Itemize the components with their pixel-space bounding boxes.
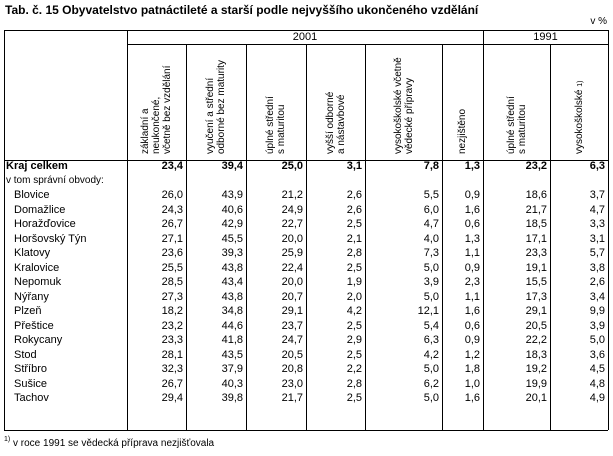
table-cell: 1,2 (464, 348, 480, 361)
column-header (325, 92, 347, 154)
table-cell: 26,7 (161, 218, 183, 230)
table-cell: 2,6 (346, 189, 362, 201)
table-cell: 27,1 (161, 232, 183, 245)
table-cell: 21,7 (281, 392, 303, 404)
table-cell: 23,3 (161, 334, 183, 346)
table-cell: 43,8 (221, 261, 243, 274)
grid-hline (4, 430, 608, 431)
table-cell: 20,5 (525, 319, 547, 332)
table-cell: 2,5 (346, 261, 362, 274)
table-cell: 1,1 (464, 290, 480, 303)
table-cell: 28,1 (161, 348, 183, 361)
table-cell: 23,7 (281, 319, 303, 332)
column-header-line: vyšší odborné (324, 91, 336, 154)
table-cell: 4,2 (423, 348, 439, 361)
column-footnote-marker: 1) (576, 80, 584, 87)
table-cell: 2,6 (589, 276, 605, 288)
table-cell: 4,0 (423, 232, 439, 245)
table-cell: 44,6 (221, 319, 243, 332)
row-label: Přeštice (14, 319, 54, 332)
table-cell: 27,3 (161, 290, 183, 303)
table-cell: 3,1 (589, 232, 605, 245)
table-cell: 4,9 (589, 392, 605, 404)
row-label: Rokycany (14, 334, 63, 346)
table-cell: 2,3 (464, 276, 480, 288)
table-cell: 18,2 (161, 305, 183, 317)
table-cell: 40,3 (221, 377, 243, 390)
table-cell: 3,8 (589, 261, 605, 274)
table-cell: 5,0 (589, 334, 605, 346)
column-header-line: neukončené, (151, 96, 162, 154)
table-title: Tab. č. 15 Obyvatelstvo patnáctileté a starší podle nejvyššího ukončeného vzdělání (5, 3, 479, 17)
table-cell: 6,3 (589, 160, 605, 172)
table-cell: 3,4 (589, 290, 605, 303)
table-cell: 29,4 (161, 392, 183, 404)
table-cell: 37,9 (221, 363, 243, 375)
column-header-line: včetně bez vzdělání (162, 65, 173, 154)
table-cell: 4,7 (589, 203, 605, 216)
table-cell: 23,6 (161, 247, 183, 259)
table-cell: 18,6 (525, 189, 547, 201)
table-cell: 2,8 (346, 377, 362, 390)
table-cell: 21,2 (281, 189, 303, 201)
table-cell: 7,3 (423, 247, 439, 259)
year-2001-label: 2001 (292, 31, 318, 43)
table-cell: 5,0 (423, 392, 439, 404)
table-cell: 4,7 (423, 218, 439, 230)
table-cell: 45,5 (221, 232, 243, 245)
table-cell: 1,3 (464, 160, 480, 172)
grid-vline (608, 30, 609, 430)
table-cell: 20,7 (281, 290, 303, 303)
year-1991-label: 1991 (533, 31, 558, 43)
data-table (4, 30, 608, 430)
unit-label: v % (590, 16, 607, 27)
row-label: Horšovský Týn (14, 232, 87, 245)
table-cell: 17,3 (525, 290, 547, 303)
column-header-line: s maturitou (516, 104, 528, 154)
table-cell: 4,5 (589, 363, 605, 375)
table-cell: 29,1 (525, 305, 547, 317)
table-cell: 3,3 (589, 218, 605, 230)
table-cell: 23,0 (281, 377, 303, 390)
table-cell: 19,2 (525, 363, 547, 375)
column-header-line: s maturitou (276, 104, 287, 154)
row-label: Blovice (14, 189, 50, 201)
table-cell: 39,8 (221, 392, 243, 404)
table-cell: 18,3 (525, 348, 547, 361)
table-cell: 20,1 (525, 392, 547, 404)
table-cell: 0,6 (464, 319, 480, 332)
column-header (140, 66, 173, 154)
table-cell: 24,3 (161, 203, 183, 216)
table-cell: 3,9 (589, 319, 605, 332)
table-cell: 25,5 (161, 261, 183, 274)
table-cell: 29,1 (281, 305, 303, 317)
row-label: Kralovice (14, 261, 60, 274)
table-cell: 26,0 (161, 189, 183, 201)
table-cell: 2,9 (346, 334, 362, 346)
table-cell: 5,7 (589, 247, 605, 259)
table-cell: 7,8 (423, 160, 439, 172)
table-cell: 6,2 (423, 377, 439, 390)
table-cell: 23,3 (525, 247, 547, 259)
table-cell: 2,1 (346, 232, 362, 245)
table-cell: 3,6 (589, 348, 605, 361)
table-cell: 2,2 (346, 363, 362, 375)
row-label: Nýřany (14, 290, 49, 303)
table-cell: 1,0 (464, 377, 480, 390)
table-cell: 1,8 (464, 363, 480, 375)
table-cell: 22,7 (281, 218, 303, 230)
table-cell: 40,6 (221, 203, 243, 216)
table-cell: 41,8 (221, 334, 243, 346)
column-header-line: nezjištěno (457, 108, 468, 154)
table-cell: 43,5 (221, 348, 243, 361)
table-cell: 42,9 (221, 218, 243, 230)
table-cell: 20,5 (281, 348, 303, 361)
table-cell: 18,5 (525, 218, 547, 230)
table-cell: 26,7 (161, 377, 183, 390)
row-label: Sušice (14, 377, 48, 390)
table-cell: 5,0 (423, 363, 439, 375)
row-label: Klatovy (14, 247, 51, 259)
table-cell: 2,5 (346, 392, 362, 404)
table-cell: 12,1 (417, 305, 439, 317)
column-header-line: odborné bez maturity (216, 60, 227, 154)
table-cell: 2,5 (346, 319, 362, 332)
column-header (205, 60, 227, 154)
column-header-line: a nástavbové (335, 94, 347, 154)
table-cell: 25,0 (281, 160, 303, 172)
table-cell: 43,8 (221, 290, 243, 303)
table-cell: 21,7 (525, 203, 547, 216)
table-cell: 22,4 (281, 261, 303, 274)
table-cell: 5,5 (423, 189, 439, 201)
row-label: Nepomuk (14, 276, 62, 288)
table-cell: 23,2 (161, 319, 183, 332)
row-label: Tachov (14, 392, 49, 404)
column-header-line: vysokoškolské (573, 89, 585, 154)
table-cell: 1,9 (346, 276, 362, 288)
table-cell: 2,6 (346, 203, 362, 216)
table-cell: 2,5 (346, 348, 362, 361)
grid-vline (4, 30, 5, 430)
row-label-total: Kraj celkem (6, 160, 68, 172)
table-cell: 4,2 (346, 305, 362, 317)
table-cell: 2,8 (346, 247, 362, 259)
row-label: Domažlice (14, 203, 66, 216)
table-cell: 39,3 (221, 247, 243, 259)
table-cell: 19,1 (525, 261, 547, 274)
column-header-line: vědecké přípravy (403, 77, 415, 154)
table-cell: 0,9 (464, 334, 480, 346)
table-cell: 1,6 (464, 203, 480, 216)
table-cell: 6,3 (423, 334, 439, 346)
column-header (506, 96, 528, 154)
table-cell: 32,3 (161, 363, 183, 375)
table-cell: 5,4 (423, 319, 439, 332)
column-header-line: úplné střední (505, 96, 517, 154)
column-header-line: vysokoškolské včetně (392, 57, 404, 154)
table-cell: 4,8 (589, 377, 605, 390)
column-header-line: základní a (140, 108, 151, 154)
table-cell: 22,2 (525, 334, 547, 346)
column-header (457, 109, 468, 154)
row-label: Stod (14, 348, 37, 361)
table-cell: 20,8 (281, 363, 303, 375)
table-cell: 20,0 (281, 276, 303, 288)
table-cell: 2,5 (346, 218, 362, 230)
table-cell: 34,8 (221, 305, 243, 317)
table-cell: 39,4 (221, 160, 243, 172)
table-cell: 43,9 (221, 189, 243, 201)
table-cell: 3,1 (346, 160, 362, 172)
footnote-text: v roce 1991 se vědecká příprava nezjišťovala (13, 438, 215, 449)
column-header (393, 57, 415, 154)
table-cell: 17,1 (525, 232, 547, 245)
table-cell: 19,9 (525, 377, 547, 390)
table-cell: 1,6 (464, 305, 480, 317)
column-header (574, 81, 586, 154)
table-cell: 0,9 (464, 261, 480, 274)
table-cell: 2,0 (346, 290, 362, 303)
table-cell: 5,0 (423, 261, 439, 274)
table-cell: 43,4 (221, 276, 243, 288)
table-cell: 20,0 (281, 232, 303, 245)
table-cell: 23,2 (525, 160, 547, 172)
table-cell: 28,5 (161, 276, 183, 288)
row-label-subheading: v tom správní obvody: (6, 174, 104, 186)
row-label: Horažďovice (14, 218, 76, 230)
table-cell: 24,9 (281, 203, 303, 216)
footnote-marker: 1) (4, 436, 11, 443)
table-cell: 3,7 (589, 189, 605, 201)
table-cell: 23,4 (161, 160, 183, 172)
column-header-line: vyučení a střední (205, 77, 216, 154)
table-cell: 9,9 (589, 305, 605, 317)
table-cell: 24,7 (281, 334, 303, 346)
table-cell: 1,6 (464, 392, 480, 404)
row-label: Plzeň (14, 305, 42, 317)
grid-hline (127, 44, 608, 45)
table-cell: 15,5 (525, 276, 547, 288)
table-cell: 0,6 (464, 218, 480, 230)
column-header (265, 96, 287, 154)
row-label: Stříbro (14, 363, 48, 375)
table-cell: 3,9 (423, 276, 439, 288)
column-header-line: úplné střední (265, 96, 276, 154)
table-cell: 5,0 (423, 290, 439, 303)
table-cell: 0,9 (464, 189, 480, 201)
footnote (4, 438, 214, 449)
table-cell: 1,1 (464, 247, 480, 259)
table-cell: 6,0 (423, 203, 439, 216)
table-cell: 1,3 (464, 232, 480, 245)
table-cell: 25,9 (281, 247, 303, 259)
